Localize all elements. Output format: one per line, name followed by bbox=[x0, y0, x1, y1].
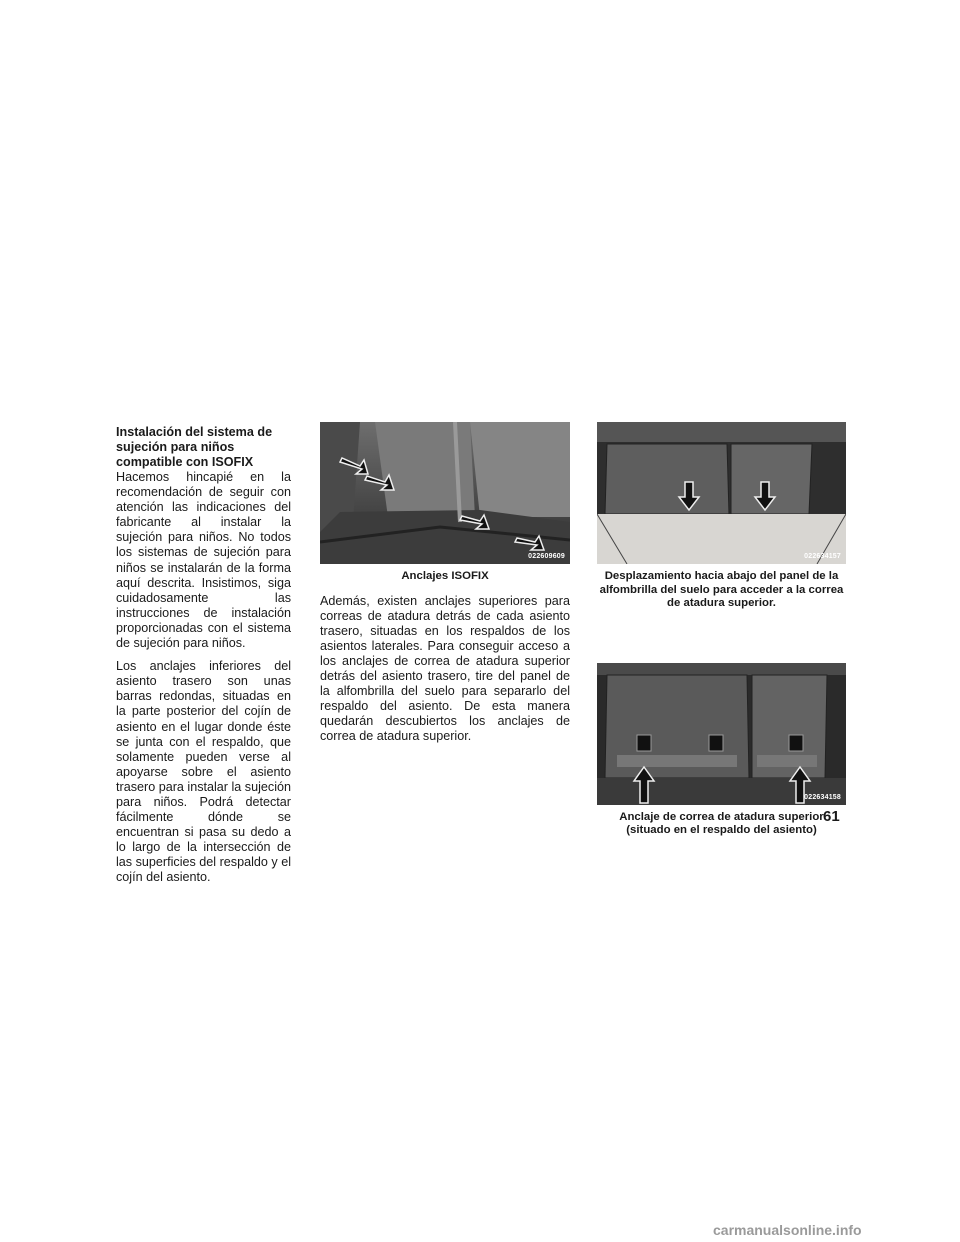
figure-code: 022609609 bbox=[528, 553, 565, 560]
figure-column-middle bbox=[320, 422, 570, 744]
figure-code: 022634158 bbox=[804, 793, 841, 801]
seatback-tether-illustration bbox=[597, 663, 846, 805]
cargo-floor-panel-photo bbox=[597, 422, 846, 564]
watermark-text: carmanualsonline.info bbox=[713, 1222, 862, 1238]
isofix-seat-illustration bbox=[320, 422, 570, 564]
cargo-area-illustration bbox=[597, 422, 846, 564]
paragraph-upper-anchors: Además, existen anclajes superiores para correas de atadura detrás de cada asiento trasero, situadas en los respaldos de los asientos laterales. Para conseguir acceso a los anclajes de correa de atadura superior detrás del asiento trasero, tire del panel de la alfombrilla del suelo para separarlo del respaldo del asiento. De esta manera quedarán descubiertos los anclajes de correa de atadura superior. bbox=[320, 593, 570, 744]
figure-caption: Anclajes ISOFIX bbox=[401, 570, 489, 582]
paragraph-lower-anchors: Los anclajes inferiores del asiento trasero son unas barras redondas, situadas en la parte posterior del cojín de asiento en el lugar donde éste se junta con el respaldo, que solamente pueden verse al apoyarse sobre el asiento trasero para instalar la sujeción para niños. Podrá detectar fácilmente dónde se encuentran si pasa su dedo a lo largo de la intersección de las superficies del respaldo y el cojín del asiento. bbox=[116, 659, 292, 885]
tether-anchor-photo bbox=[597, 663, 846, 805]
figure-code: 022634157 bbox=[804, 553, 841, 560]
figure-caption: Desplazamiento hacia abajo del panel de la alfombrilla del suelo para acceder a la correa de atadura superior. bbox=[599, 570, 844, 609]
section-heading: Instalación del sistema de sujeción para niños compatible con ISOFIX bbox=[116, 425, 273, 469]
isofix-anchor-photo bbox=[320, 422, 570, 564]
figure-column-right bbox=[597, 422, 846, 838]
page-number: 61 bbox=[823, 808, 840, 825]
figure-caption: Anclaje de correa de atadura superior (situado en el respaldo del asiento) bbox=[619, 810, 824, 836]
paragraph-installation-note: Hacemos hincapié en la recomendación de seguir con atención las indicaciones del fabricante al instalar la sujeción para niños. No todos los sistemas de sujeción para niños se instalarán de la forma aquí descrita. Insistimos, siga cuidadosamente las instrucciones de instalación proporcionadas con el sistema de sujeción para niños. bbox=[116, 470, 291, 651]
text-column-left bbox=[116, 425, 291, 886]
